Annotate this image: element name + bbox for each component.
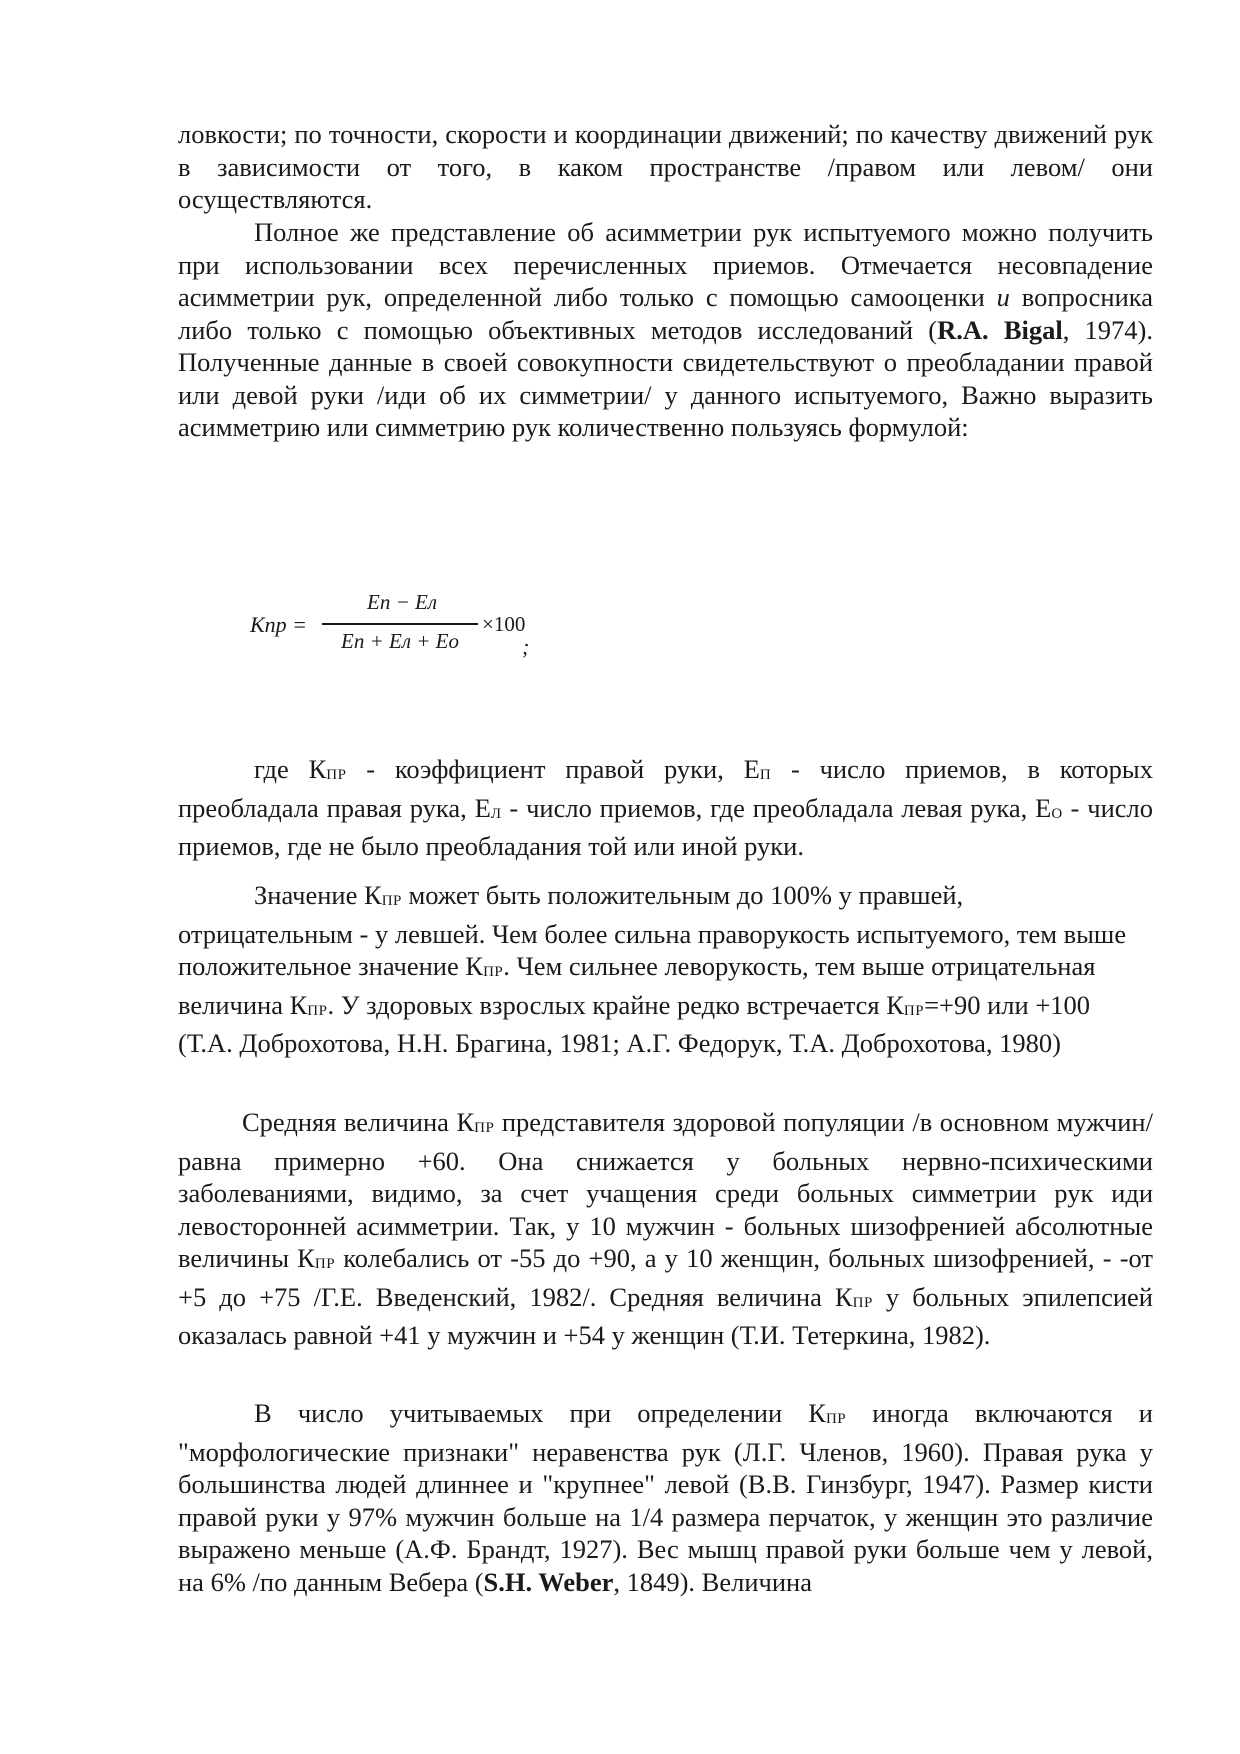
- author-citation: R.A. Bigal: [937, 314, 1063, 345]
- formula-multiplier: ×100: [482, 612, 526, 636]
- fraction-bar: [322, 623, 478, 625]
- paragraph-formula-legend: где КПР - коэффициент правой руки, ЕП - число приемов, в которых преобладала правая рука, ЕЛ - число приемов, где преобладала левая рука, ЕО - число приемов, где не было преобладания той или иной руки.: [178, 754, 1153, 861]
- right-hand-coefficient-formula: [250, 590, 550, 670]
- paragraph-population-average: Средняя величина КПР представителя здоровой популяции /в основном мужчин/ равна примерно +60. Она снижается у больных нервно-психическими заболеваниями, видимо, за счет учащения среди больных симметрии рук иди левосторонней асимметрии. Так, у 10 мужчин - больных шизофренией абсолютные величины КПР колебались от -55 до +90, а у 10 женщин, больных шизофренией, - -от +5 до +75 /Г.Е. Введенский, 1982/. Средняя величина КПР у больных эпилепсией оказалась равной +41 у мужчин и +54 у женщин (Т.И. Тетеркина, 1982).: [178, 1107, 1153, 1350]
- formula-lhs: Кпр =: [250, 612, 307, 637]
- formula-numerator: Еп − Ел: [367, 590, 437, 614]
- paragraph-morphological-signs: В число учитываемых при определении КПР иногда включаются и "морфологические признаки" неравенства рук (Л.Г. Членов, 1960). Правая рука у большинства людей длиннее и "крупнее" левой (В.В. Гинзбург, 1947). Размер кисти правой руки у 97% мужчин больше на 1/4 размера перчаток, у женщин это различие выражено меньше (А.Ф. Брандт, 1927). Вес мышц правой руки больше чем у левой, на 6% /по данным Вебера (S.H. Weber, 1849). Величина: [178, 1398, 1153, 1597]
- italic-conjunction: и: [996, 282, 1010, 312]
- formula-semicolon: ;: [522, 634, 530, 659]
- paragraph-coefficient-values: Значение КПР может быть положительным до 100% у правшей, отрицательным - у левшей. Чем более сильна праворукость испытуемого, тем выше положительное значение КПР. Чем сильнее леворукость, тем выше отрицательная величина КПР. У здоровых взрослых крайне редко встречается КПР=+90 или +100 (Т.А. Доброхотова, Н.Н. Брагина, 1981; А.Г. Федорук, Т.А. Доброхотова, 1980): [178, 880, 1127, 1058]
- author-citation: S.H. Weber: [483, 1566, 614, 1597]
- paragraph-asymmetry-assessment: Полное же представление об асимметрии рук испытуемого можно получить при использовании всех перечисленных приемов. Отмечается несовпадение асимметрии рук, определенной либо только с помощью самооценки и вопросника либо только с помощью объективных методов исследований (R.A. Bigal, 1974). Полученные данные в своей совокупности свидетельствуют о преобладании правой или девой руки /иди об их симметрии/ у данного испытуемого, Важно выразить асимметрию или симметрию рук количественно пользуясь формулой:: [178, 217, 1154, 442]
- paragraph-hand-dexterity: ловкости; по точности, скорости и координации движений; по качеству движений рук в зависимости от того, в каком пространстве /правом или левом/ они осуществляются.: [178, 119, 1153, 214]
- formula-denominator: Еп + Ел + Ео: [341, 629, 459, 653]
